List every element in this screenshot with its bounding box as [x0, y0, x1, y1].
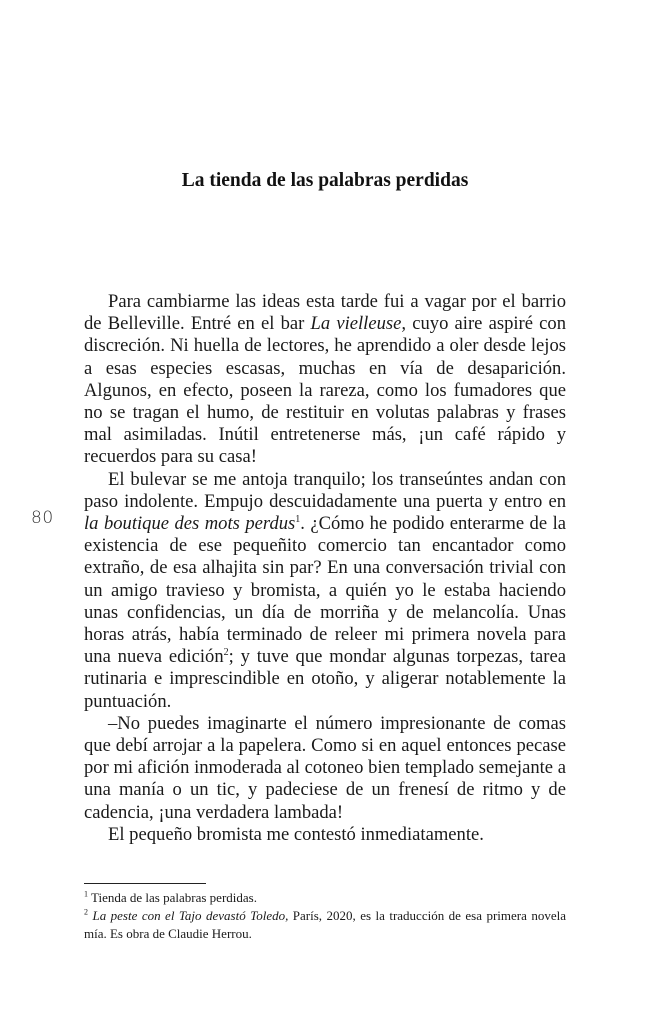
- paragraph-3: –No puedes imaginarte el número impresionante de comas que debí arrojar a la papelera. Como si en aquel entonces pecase por mi afición inmoderada al cotoneo bien templado semejante a una manía o un tic, y padeciese de un frenesí de ritmo y de cadencia, ¡una verdadera lambada!: [84, 712, 566, 823]
- bar-name: La vielleuse,: [310, 313, 407, 335]
- chapter-title: La tienda de las palabras perdidas: [181, 170, 469, 191]
- footnote-ref-1: 1: [295, 513, 301, 525]
- paragraph-2: El bulevar se me antoja tranquilo; los transeúntes andan con paso indolente. Empujo descuidadamente una puerta y entro en la boutique des mots perdus$^1$. ¿Cómo he podido enterarme de la existencia de ese pequeñito comercio tan encantador como extraño, de esa alhajita sin par? En una conversación trivial con un amigo travieso y bromista, a quién yo le estaba haciendo unas confidencias, un día de morriña y de melancolía. Unas horas atrás, había terminado de releer mi primera novela para una nueva edición$^2$; y tuve que mondar algunas torpezas, tarea rutinaria e imprescindible en otoño, y aligerar notablemente la puntuación.: [84, 468, 566, 712]
- footnotes: [84, 889, 566, 943]
- footnote-1: $^1$ Tienda de las palabras perdidas.: [84, 889, 257, 905]
- footnote-2-title: La peste con el Tajo devastó Toledo,: [92, 908, 289, 923]
- footnote-rule: [84, 883, 206, 884]
- page-number: 80: [31, 508, 54, 528]
- footnote-ref-2: 2: [223, 647, 229, 659]
- footnote-2: $^2$ La peste con el Tajo devastó Toledo, París, 2020, es la traducción de esa primera novela mía. Es obra de Claudie Herrou.: [84, 907, 566, 941]
- paragraph-1: Para cambiarme las ideas esta tarde fui a vagar por el barrio de Belleville. Entré en el bar La vielleuse, cuyo aire aspiré con discreción. Ni huella de lectores, he aprendido a oler desde lejos a esas especies escasas, muchas en vía de desaparición. Algunos, en efecto, poseen la rareza, como los fumadores que no se tragan el humo, de restituir en volutas palabras y frases mal asimiladas. Inútil entretenerse más, ¡un café rápido y recuerdos para su casa!: [84, 291, 567, 468]
- paragraph-4: El pequeño bromista me contestó inmediatamente.: [108, 823, 484, 845]
- shop-name: la boutique des mots perdus: [84, 513, 296, 535]
- body-text: [84, 291, 566, 846]
